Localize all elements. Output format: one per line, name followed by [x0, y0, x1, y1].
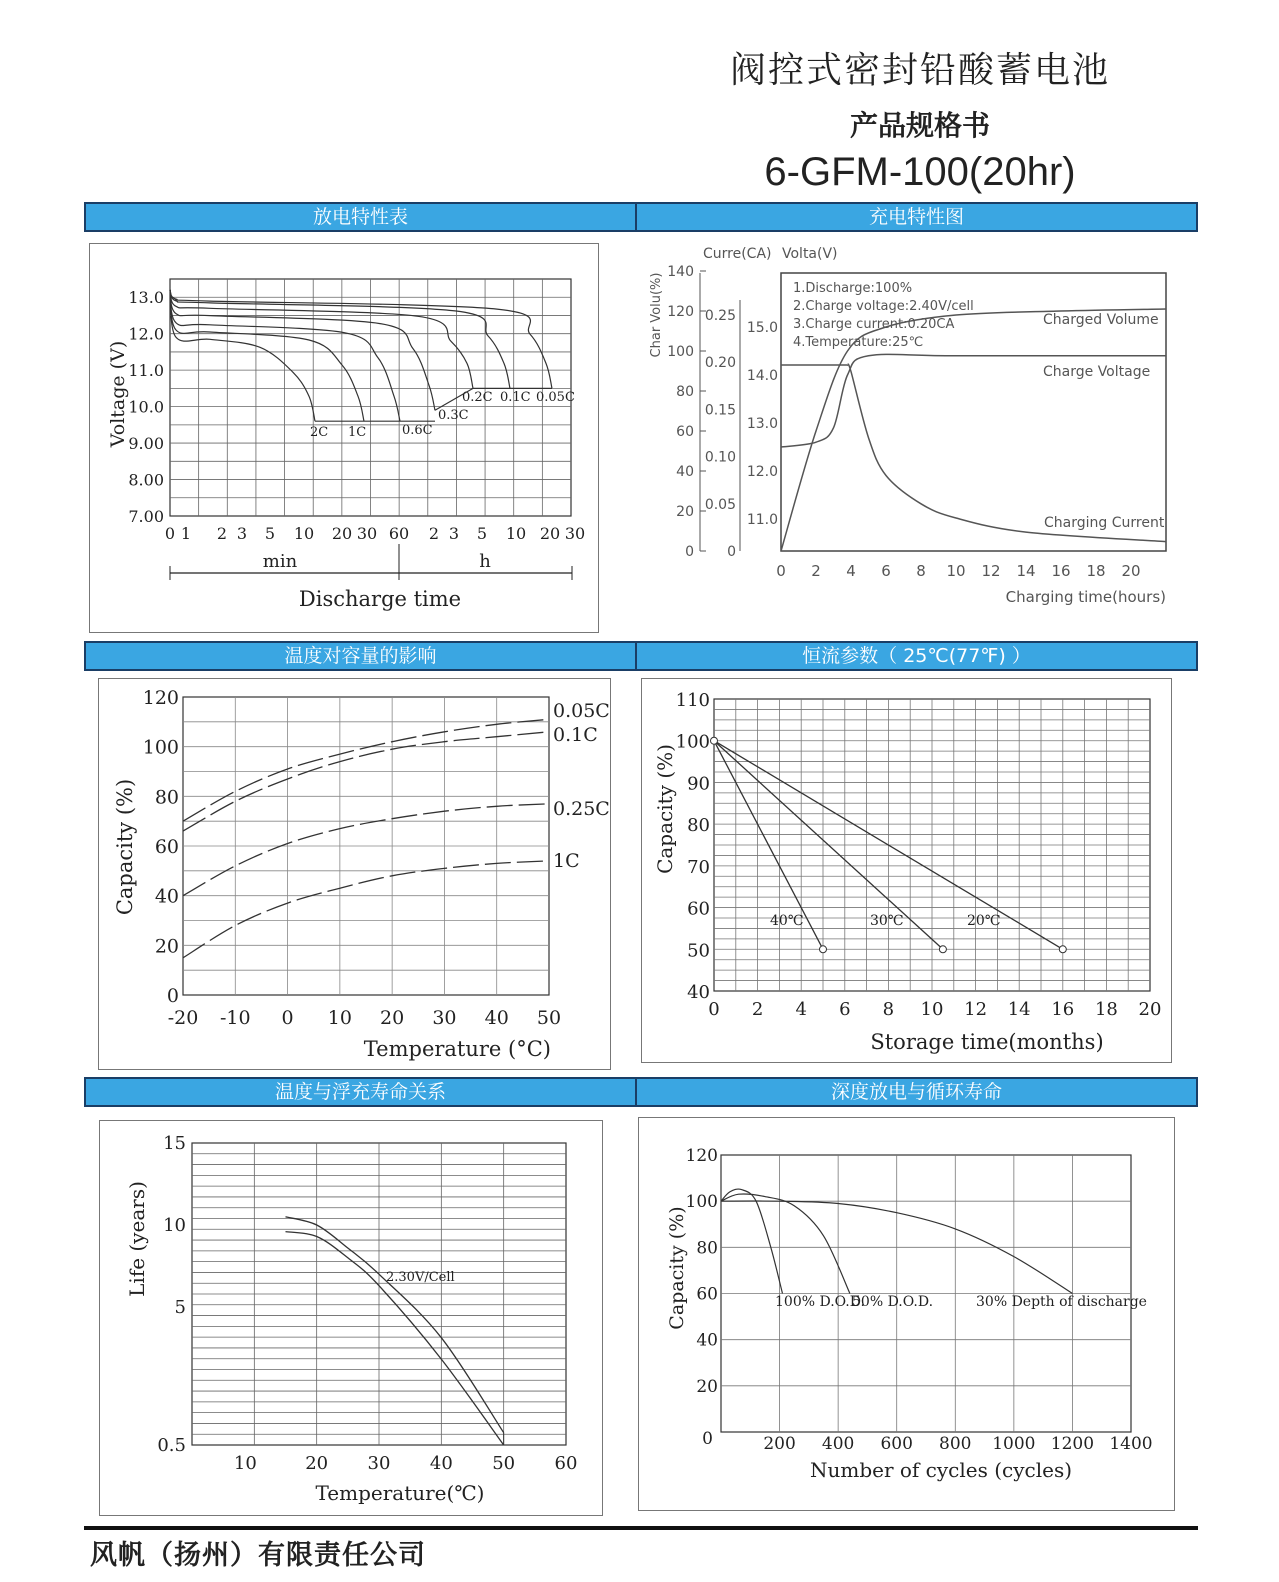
current-tick: 0.05: [704, 496, 736, 513]
axis-charvol-label: Char Volu(%): [649, 272, 664, 358]
charvol-tick: 140: [667, 264, 694, 280]
section-float-life: 温度与浮充寿命关系: [84, 1077, 637, 1107]
series-label: 0.25C: [553, 798, 610, 820]
charge-chart-panel: [638, 240, 1178, 620]
y-tick-label: 13.0: [128, 288, 164, 308]
x-tick-label: 1400: [1109, 1434, 1153, 1454]
voltage-tick: 11.0: [746, 512, 778, 528]
series-label: Charging Current: [1044, 515, 1165, 531]
voltage-tick: 15.0: [746, 320, 778, 336]
float-upper-bound: [286, 1217, 504, 1433]
y-tick-label: 100: [685, 1192, 718, 1213]
series-label: 0.1C: [553, 724, 598, 746]
y-tick-label: 20: [154, 935, 179, 958]
end-marker: [820, 946, 827, 953]
y-tick-label: 60: [687, 898, 710, 920]
x-tick-label: 2: [428, 524, 440, 543]
curve-1C: [183, 861, 549, 958]
y-tick-label: 50: [687, 940, 710, 962]
series-label: 1C: [553, 850, 580, 872]
cycle-life-chart-panel: [638, 1117, 1175, 1511]
charvol-tick: 80: [676, 384, 694, 400]
x-unit-h: h: [479, 551, 491, 572]
section-cycle-life: 深度放电与循环寿命: [635, 1077, 1198, 1107]
x-tick-label: 10: [920, 999, 944, 1020]
charge-note: 2.Charge voltage:2.40V/cell: [793, 299, 974, 314]
x-axis-label: Storage time(months): [870, 1030, 1104, 1054]
y-tick-label: 11.0: [128, 361, 164, 381]
x-tick-label: 50: [492, 1453, 516, 1474]
x-tick-label: 10: [233, 1453, 257, 1474]
charge-note: 3.Charge current:0.20CA: [793, 317, 955, 332]
cycle-life-chart: [639, 1118, 1176, 1512]
y-tick-label: 9.00: [128, 434, 164, 454]
y-tick-label: 12.0: [128, 324, 164, 344]
x-tick-label: 5: [476, 524, 488, 543]
y-tick-label: 15: [163, 1133, 186, 1154]
x-tick-label: 60: [554, 1453, 578, 1474]
x-tick-label: 18: [1094, 999, 1118, 1020]
y-tick-label: 90: [687, 773, 710, 795]
series-label: 30% Depth of discharge: [976, 1294, 1147, 1310]
y-axis-label: Voltage (V): [107, 340, 129, 448]
x-tick-label: 12: [964, 999, 988, 1020]
end-marker: [1059, 946, 1066, 953]
y-tick-label: 0.5: [157, 1435, 186, 1456]
y-tick-label-zero: 0: [702, 1429, 713, 1449]
y-tick-label: 60: [154, 836, 179, 858]
y-tick-label: 110: [675, 690, 710, 711]
x-tick-label: 10: [505, 524, 527, 543]
x-tick-label: 8: [882, 999, 895, 1020]
x-tick-label: 20: [380, 1007, 405, 1029]
series-label: 100% D.O.D.: [775, 1294, 865, 1310]
x-tick-label: 20: [331, 524, 353, 543]
storage-chart: [642, 679, 1173, 1064]
series-label: 30℃: [870, 913, 904, 929]
y-tick-label: 10: [163, 1215, 186, 1236]
document-title: 阀控式密封铅酸蓄电池: [729, 50, 1110, 91]
x-tick-label: 2: [216, 524, 228, 543]
x-unit-min: min: [262, 551, 298, 572]
y-tick-label: 80: [154, 786, 179, 809]
x-tick-label: 50: [536, 1007, 562, 1029]
y-axis-label: Capacity (%): [113, 778, 137, 916]
y-tick-label: 100: [675, 731, 710, 753]
temp-capacity-chart-panel: [98, 678, 611, 1070]
x-tick-label: 0: [281, 1007, 294, 1029]
series-label: Charged Volume: [1043, 312, 1159, 328]
x-tick-label: 30: [367, 1453, 391, 1474]
x-tick-label: 8: [916, 562, 926, 580]
x-tick-label: 400: [821, 1434, 855, 1454]
series-label: 1C: [348, 425, 367, 440]
current-tick: 0.15: [704, 402, 736, 419]
x-tick-label: 20: [1138, 999, 1162, 1020]
y-tick-label: 40: [696, 1330, 718, 1351]
voltage-tick: 14.0: [746, 368, 778, 384]
x-tick-label: 0: [776, 562, 786, 580]
x-tick-label: 10: [327, 1007, 352, 1029]
series-label: 2C: [310, 425, 329, 440]
series-label: 0.1C: [500, 390, 531, 405]
series-label: 0.05C: [553, 700, 610, 722]
section-discharge: 放电特性表: [84, 202, 637, 232]
x-tick-label: -20: [167, 1007, 199, 1029]
x-tick-label: 40: [484, 1007, 509, 1029]
series-label: Charge Voltage: [1043, 364, 1151, 380]
x-tick-label: 1000: [992, 1434, 1036, 1454]
x-tick-label: 30: [356, 524, 378, 543]
x-tick-label: 0: [164, 524, 176, 543]
section-temp-capacity: 温度对容量的影响: [84, 641, 637, 671]
x-tick-label: 2: [811, 562, 821, 580]
x-tick-label: 20: [1121, 562, 1141, 580]
x-axis-label: Number of cycles (cycles): [809, 1458, 1073, 1482]
charge-note: 1.Discharge:100%: [793, 281, 913, 296]
current-tick: 0.25: [704, 308, 736, 324]
x-tick-label: 6: [839, 999, 851, 1020]
x-tick-label: 30: [564, 524, 586, 543]
x-tick-label: 1200: [1050, 1434, 1095, 1454]
charge-note: 4.Temperature:25℃: [793, 335, 924, 350]
y-tick-label: 100: [142, 736, 179, 759]
series-label: 2.30V/Cell: [386, 1270, 455, 1285]
charvol-tick: 0: [685, 544, 694, 560]
x-tick-label: 40: [429, 1453, 453, 1474]
x-tick-label: -10: [219, 1007, 251, 1029]
x-tick-label: 600: [880, 1434, 913, 1454]
charvol-tick: 60: [676, 424, 694, 440]
float-life-chart-panel: [99, 1120, 603, 1516]
x-tick-label: 14: [1007, 999, 1031, 1020]
charge-chart: [638, 240, 1178, 620]
float-life-chart: [100, 1121, 604, 1517]
x-axis-label: Discharge time: [298, 587, 462, 611]
x-tick-label: 0: [708, 999, 720, 1020]
x-tick-label: 2: [751, 999, 764, 1020]
charvol-tick: 20: [676, 504, 694, 520]
section-storage: 恒流参数（ 25℃(77℉) ）: [635, 641, 1198, 671]
start-marker: [711, 737, 718, 744]
x-tick-label: 5: [264, 524, 276, 543]
section-charge: 充电特性图: [635, 202, 1198, 232]
x-tick-label: 3: [448, 524, 460, 543]
current-tick: 0: [727, 544, 736, 560]
y-tick-label: 70: [687, 856, 710, 878]
series-label: 40℃: [770, 913, 804, 929]
x-tick-label: 60: [388, 524, 410, 543]
x-tick-label: 12: [981, 562, 1001, 580]
x-axis-label: Temperature (°C): [363, 1037, 551, 1061]
charvol-tick: 40: [676, 464, 694, 480]
x-tick-label: 18: [1086, 562, 1106, 580]
current-tick: 0.10: [704, 449, 736, 466]
x-tick-label: 16: [1051, 562, 1071, 580]
charvol-tick: 120: [667, 304, 694, 320]
x-tick-label: 4: [795, 999, 807, 1020]
voltage-tick: 13.0: [746, 416, 778, 432]
x-axis-label: Temperature(℃): [315, 1481, 485, 1505]
footer-divider: [84, 1526, 1198, 1530]
x-tick-label: 800: [939, 1434, 972, 1454]
x-tick-label: 10: [946, 562, 966, 580]
x-tick-label: 14: [1016, 562, 1036, 580]
y-tick-label: 8.00: [128, 470, 164, 490]
y-axis-label: Capacity (%): [666, 1206, 688, 1330]
y-tick-label: 80: [696, 1238, 718, 1259]
y-tick-label: 40: [154, 885, 179, 908]
x-tick-label: 1: [180, 524, 192, 543]
y-tick-label: 5: [174, 1297, 186, 1318]
storage-chart-panel: [641, 678, 1172, 1063]
curve-50% D.O.D.: [721, 1194, 850, 1294]
x-tick-label: 30: [432, 1007, 457, 1029]
x-tick-label: 20: [539, 524, 561, 543]
curve-100% D.O.D.: [721, 1189, 783, 1293]
series-label: 50% D.O.D.: [852, 1294, 934, 1310]
axis-head-current: Curre(CA): [703, 246, 772, 262]
series-label: 0.6C: [402, 423, 433, 438]
y-tick-label: 20: [696, 1376, 718, 1397]
series-label: 0.2C: [462, 390, 493, 405]
y-tick-label: 10.0: [128, 397, 164, 417]
temp-capacity-chart: [99, 679, 612, 1071]
curve-0.1C: [170, 290, 510, 389]
x-axis-label: Charging time(hours): [1005, 588, 1166, 606]
y-tick-label: 60: [696, 1284, 718, 1305]
y-tick-label: 7.00: [128, 507, 164, 526]
x-tick-label: 4: [846, 562, 856, 580]
y-tick-label: 80: [687, 815, 710, 837]
x-tick-label: 20: [305, 1453, 329, 1474]
x-tick-label: 16: [1051, 999, 1075, 1020]
discharge-chart: [90, 244, 600, 634]
x-tick-label: 10: [293, 524, 315, 543]
series-label: 20℃: [967, 913, 1001, 929]
y-axis-label: Capacity (%): [653, 744, 677, 874]
x-tick-label: 6: [881, 562, 891, 580]
y-tick-label: 120: [142, 687, 179, 709]
end-marker: [939, 946, 946, 953]
series-label: 0.3C: [438, 408, 469, 423]
y-tick-label: 0: [166, 985, 179, 1007]
y-tick-label: 40: [687, 982, 710, 1003]
x-tick-label: 3: [236, 524, 248, 543]
company-name: 风帆（扬州）有限责任公司: [90, 1540, 426, 1571]
charvol-tick: 100: [667, 344, 694, 360]
x-tick-label: 200: [763, 1434, 796, 1454]
document-subtitle: 产品规格书: [849, 109, 990, 142]
discharge-chart-panel: [89, 243, 599, 633]
current-tick: 0.20: [704, 355, 736, 372]
y-tick-label: 120: [685, 1146, 718, 1166]
axis-head-voltage: Volta(V): [782, 246, 838, 262]
series-label: 0.05C: [536, 390, 575, 405]
model-number: 6-GFM-100(20hr): [764, 150, 1076, 194]
voltage-tick: 12.0: [746, 464, 778, 480]
y-axis-label: Life (years): [125, 1181, 149, 1297]
